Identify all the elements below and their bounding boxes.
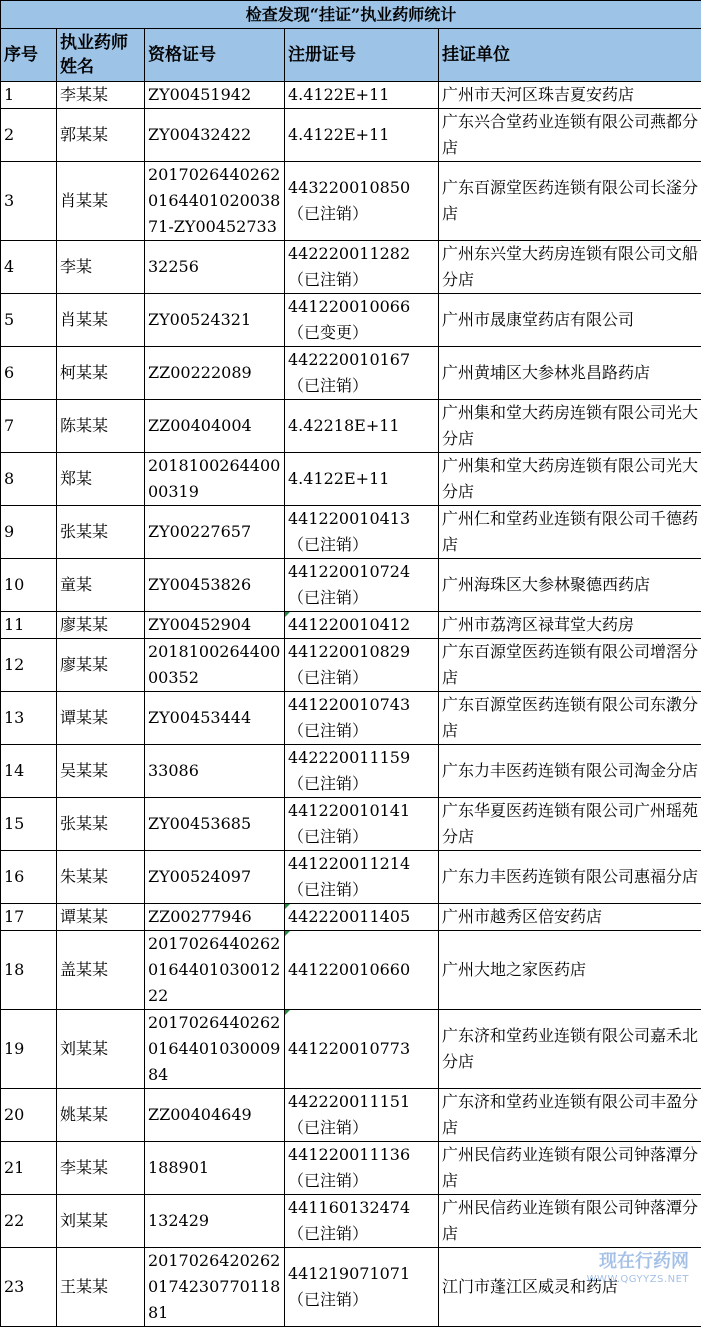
table-title: 检查发现“挂证”执业药师统计: [1, 1, 701, 29]
cell-unit: 广东兴合堂药业连锁有限公司燕都分店: [439, 109, 701, 162]
cell-no: 2: [1, 109, 57, 162]
cell-unit: 广州市天河区珠吉夏安药店: [439, 82, 701, 109]
cell-no: 10: [1, 559, 57, 612]
cell-unit: 广东济和堂药业连锁有限公司嘉禾北分店: [439, 1010, 701, 1089]
cell-no: 5: [1, 294, 57, 347]
cell-no: 1: [1, 82, 57, 109]
cell-registration: 441160132474（已注销）: [285, 1195, 439, 1248]
cell-qualification: ZY00453685: [145, 798, 285, 851]
table-row: [1, 109, 701, 162]
table-row: [1, 1010, 701, 1089]
cell-no: 4: [1, 241, 57, 294]
cell-no: 17: [1, 904, 57, 931]
cell-registration: 441220010660: [285, 931, 439, 1010]
cell-unit: 广东百源堂医药连锁有限公司增滘分店: [439, 639, 701, 692]
cell-unit: 广州东兴堂大药房连锁有限公司文船分店: [439, 241, 701, 294]
cell-qualification: 132429: [145, 1195, 285, 1248]
cell-qualification: 2017026440262016440103000984: [145, 1010, 285, 1089]
cell-unit: 江门市蓬江区威灵和药店: [439, 1248, 701, 1327]
cell-qualification: 201810026440000319: [145, 453, 285, 506]
cell-unit: 广东华夏医药连锁有限公司广州瑶苑分店: [439, 798, 701, 851]
table-row: [1, 453, 701, 506]
cell-qualification: 2017026420262017423077011881: [145, 1248, 285, 1327]
cell-qualification: 2017026440262016440103001222: [145, 931, 285, 1010]
cell-unit: 广州黄埔区大参林兆昌路药店: [439, 347, 701, 400]
cell-registration: 441220010413（已注销）: [285, 506, 439, 559]
cell-no: 23: [1, 1248, 57, 1327]
header-unit: 挂证单位: [439, 29, 701, 82]
cell-registration: 442220011282（已注销）: [285, 241, 439, 294]
cell-unit: 广州大地之家医药店: [439, 931, 701, 1010]
cell-no: 13: [1, 692, 57, 745]
cell-registration: 441220010724（已注销）: [285, 559, 439, 612]
cell-registration: 441220010743（已注销）: [285, 692, 439, 745]
cell-name: 柯某某: [57, 347, 145, 400]
cell-qualification: ZY00227657: [145, 506, 285, 559]
cell-unit: 广东百源堂医药连锁有限公司长滏分店: [439, 162, 701, 241]
cell-qualification: ZZ00277946: [145, 904, 285, 931]
cell-qualification: 2017026440262016440102003871-ZY00452733: [145, 162, 285, 241]
cell-registration: 441220011136（已注销）: [285, 1142, 439, 1195]
cell-name: 谭某某: [57, 692, 145, 745]
table-row: [1, 745, 701, 798]
cell-qualification: ZY00453444: [145, 692, 285, 745]
cell-no: 8: [1, 453, 57, 506]
cell-name: 姚某某: [57, 1089, 145, 1142]
cell-registration: 441220011214（已注销）: [285, 851, 439, 904]
cell-name: 张某某: [57, 798, 145, 851]
cell-qualification: 188901: [145, 1142, 285, 1195]
cell-name: 陈某某: [57, 400, 145, 453]
header-row: [1, 29, 701, 82]
cell-unit: 广东力丰医药连锁有限公司淘金分店: [439, 745, 701, 798]
header-registration: 注册证号: [285, 29, 439, 82]
cell-registration: 443220010850（已注销）: [285, 162, 439, 241]
table-row: [1, 639, 701, 692]
cell-no: 19: [1, 1010, 57, 1089]
cell-no: 9: [1, 506, 57, 559]
table-row: [1, 294, 701, 347]
table-row: [1, 798, 701, 851]
cell-name: 肖某某: [57, 162, 145, 241]
cell-qualification: ZZ00404649: [145, 1089, 285, 1142]
cell-unit: 广州民信药业连锁有限公司钟落潭分店: [439, 1142, 701, 1195]
table-row: [1, 931, 701, 1010]
cell-unit: 广州市荔湾区禄茸堂大药房: [439, 612, 701, 639]
cell-qualification: 201810026440000352: [145, 639, 285, 692]
cell-name: 吴某某: [57, 745, 145, 798]
table-row: [1, 692, 701, 745]
cell-registration: 441220010412: [285, 612, 439, 639]
cell-name: 肖某某: [57, 294, 145, 347]
cell-unit: 广州民信药业连锁有限公司钟落潭分店: [439, 1195, 701, 1248]
cell-unit: 广州仁和堂药业连锁有限公司千德药店: [439, 506, 701, 559]
cell-registration: 442220011159（已注销）: [285, 745, 439, 798]
table-row: [1, 904, 701, 931]
cell-qualification: ZY00451942: [145, 82, 285, 109]
table-row: [1, 1089, 701, 1142]
cell-name: 李某某: [57, 82, 145, 109]
cell-no: 12: [1, 639, 57, 692]
cell-qualification: ZY00452904: [145, 612, 285, 639]
cell-no: 22: [1, 1195, 57, 1248]
cell-name: 盖某某: [57, 931, 145, 1010]
cell-no: 18: [1, 931, 57, 1010]
table-row: [1, 347, 701, 400]
cell-registration: 4.42218E+11: [285, 400, 439, 453]
cell-no: 6: [1, 347, 57, 400]
table-row: [1, 82, 701, 109]
table-row: [1, 400, 701, 453]
cell-name: 李某: [57, 241, 145, 294]
cell-name: 谭某某: [57, 904, 145, 931]
cell-registration: 442220010167（已注销）: [285, 347, 439, 400]
table-title-row: [1, 1, 701, 29]
cell-qualification: ZY00453826: [145, 559, 285, 612]
cell-unit: 广州集和堂大药房连锁有限公司光大分店: [439, 453, 701, 506]
table-row: [1, 559, 701, 612]
cell-registration: 441220010829（已注销）: [285, 639, 439, 692]
cell-no: 15: [1, 798, 57, 851]
cell-unit: 广州海珠区大参林聚德西药店: [439, 559, 701, 612]
cell-no: 3: [1, 162, 57, 241]
cell-unit: 广州市晟康堂药店有限公司: [439, 294, 701, 347]
cell-name: 廖某某: [57, 639, 145, 692]
table-row: [1, 1248, 701, 1327]
cell-name: 刘某某: [57, 1010, 145, 1089]
table-row: [1, 162, 701, 241]
cell-qualification: ZY00524097: [145, 851, 285, 904]
cell-unit: 广州集和堂大药房连锁有限公司光大分店: [439, 400, 701, 453]
cell-no: 7: [1, 400, 57, 453]
cell-qualification: 33086: [145, 745, 285, 798]
table-row: [1, 506, 701, 559]
cell-qualification: ZZ00222089: [145, 347, 285, 400]
cell-no: 21: [1, 1142, 57, 1195]
header-no: 序号: [1, 29, 57, 82]
cell-unit: 广东力丰医药连锁有限公司惠福分店: [439, 851, 701, 904]
cell-registration: 441220010773: [285, 1010, 439, 1089]
cell-qualification: ZZ00404004: [145, 400, 285, 453]
cell-name: 廖某某: [57, 612, 145, 639]
table-row: [1, 612, 701, 639]
cell-registration: 4.4122E+11: [285, 82, 439, 109]
cell-name: 郑某: [57, 453, 145, 506]
table-row: [1, 1195, 701, 1248]
table-row: [1, 851, 701, 904]
cell-registration: 441220010066（已变更）: [285, 294, 439, 347]
table-row: [1, 241, 701, 294]
cell-unit: 广东济和堂药业连锁有限公司丰盈分店: [439, 1089, 701, 1142]
cell-no: 16: [1, 851, 57, 904]
cell-no: 14: [1, 745, 57, 798]
cell-registration: 4.4122E+11: [285, 453, 439, 506]
cell-qualification: ZY00524321: [145, 294, 285, 347]
cell-qualification: ZY00432422: [145, 109, 285, 162]
cell-name: 刘某某: [57, 1195, 145, 1248]
cell-name: 童某: [57, 559, 145, 612]
watermark-url: WWW.QGYYZS.NET: [587, 1271, 689, 1289]
cell-registration: 441219071071（已注销）: [285, 1248, 439, 1327]
cell-registration: 4.4122E+11: [285, 109, 439, 162]
cell-registration: 442220011405: [285, 904, 439, 931]
cell-name: 王某某: [57, 1248, 145, 1327]
cell-no: 11: [1, 612, 57, 639]
cell-no: 20: [1, 1089, 57, 1142]
cell-registration: 442220011151（已注销）: [285, 1089, 439, 1142]
header-qualification: 资格证号: [145, 29, 285, 82]
cell-unit: 广州市越秀区倍安药店: [439, 904, 701, 931]
table-row: [1, 1142, 701, 1195]
header-name: 执业药师姓名: [57, 29, 145, 82]
cell-name: 朱某某: [57, 851, 145, 904]
cell-name: 李某某: [57, 1142, 145, 1195]
cell-name: 郭某某: [57, 109, 145, 162]
cell-name: 张某某: [57, 506, 145, 559]
cell-unit: 广东百源堂医药连锁有限公司东漖分店: [439, 692, 701, 745]
cell-qualification: 32256: [145, 241, 285, 294]
watermark-text: 现在行药网: [599, 1251, 689, 1272]
cell-registration: 441220010141（已注销）: [285, 798, 439, 851]
